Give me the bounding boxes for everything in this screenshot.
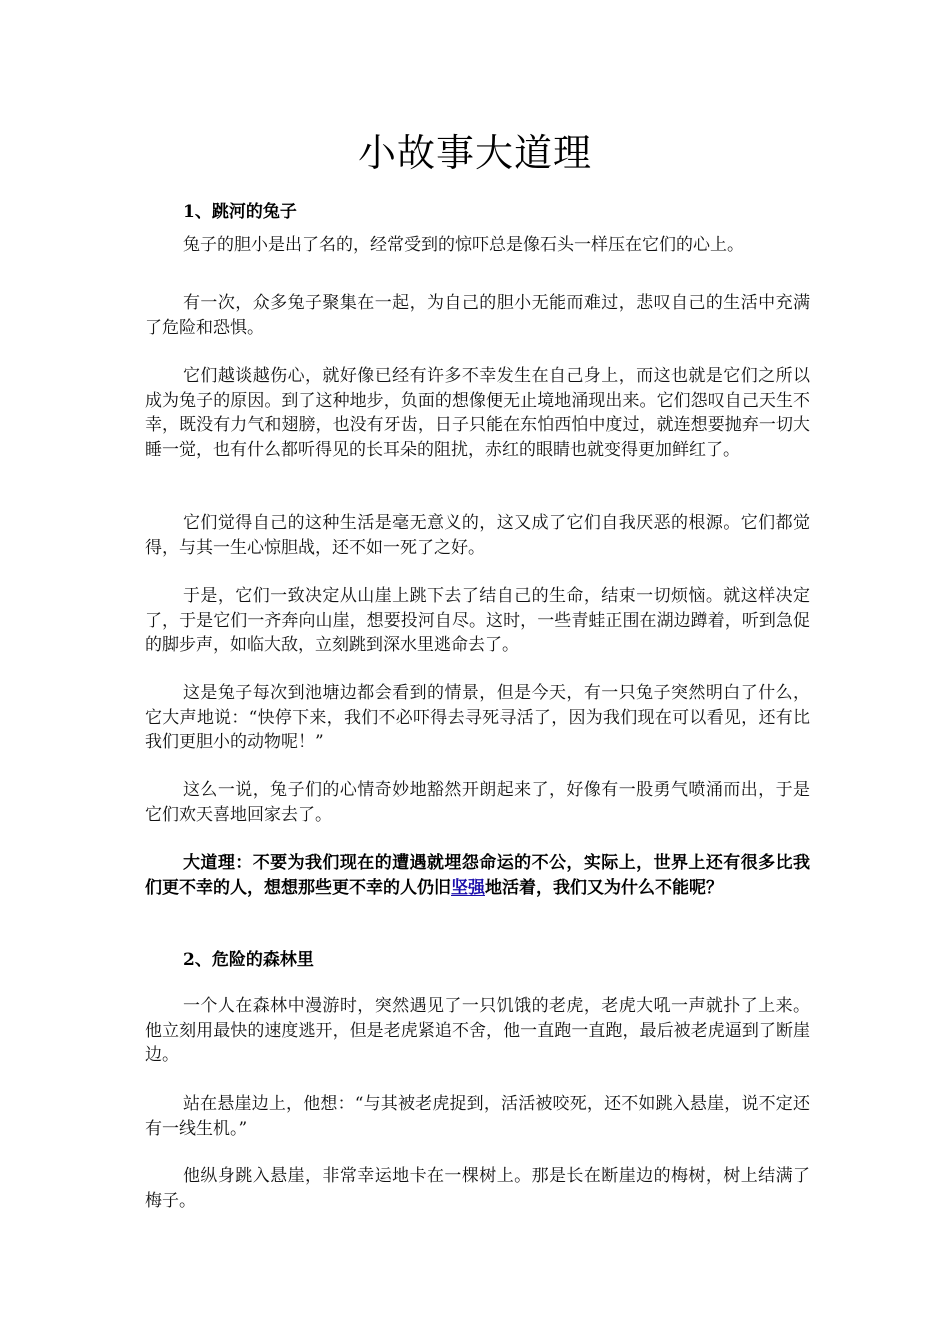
section-heading-1: 1、跳河的兔子 bbox=[183, 202, 297, 222]
moral-paragraph bbox=[145, 851, 810, 900]
paragraph: 它们越谈越伤心，就好像已经有许多不幸发生在自己身上，而这也就是它们之所以成为兔子的原因。到了这种地步，负面的想像便无止境地涌现出来。它们怨叹自己天生不幸，既没有力气和翅膀，也没有牙齿，日子只能在东怕西怕中度过，就连想要抛弃一切大睡一觉，也有什么都听得见的长耳朵的阻扰，赤红的眼睛也就变得更加鲜红了。 bbox=[145, 366, 810, 460]
paragraph: 站在悬崖边上，他想：“与其被老虎捉到，活活被咬死，还不如跳入悬崖，说不定还有一线生机。” bbox=[145, 1094, 810, 1139]
paragraph: 他纵身跳入悬崖，非常幸运地卡在一棵树上。那是长在断崖边的梅树，树上结满了梅子。 bbox=[145, 1166, 810, 1211]
paragraph: 这么一说，兔子们的心情奇妙地豁然开朗起来了，好像有一股勇气喷涌而出，于是它们欢天喜地回家去了。 bbox=[145, 780, 810, 825]
page-title: 小故事大道理 bbox=[357, 131, 592, 175]
paragraph: 这是兔子每次到池塘边都会看到的情景，但是今天，有一只兔子突然明白了什么，它大声地说：“快停下来，我们不必吓得去寻死寻活了，因为我们现在可以看见，还有比我们更胆小的动物呢！” bbox=[145, 683, 810, 752]
keyword-link[interactable]: 坚强 bbox=[451, 877, 485, 898]
paragraph: 有一次，众多兔子聚集在一起，为自己的胆小无能而难过，悲叹自己的生活中充满了危险和恐惧。 bbox=[145, 293, 810, 338]
moral-text: 大道理：不要为我们现在的遭遇就埋怨命运的不公，实际上，世界上还有很多比我们更不幸的人，想想那些更不幸的人仍旧 bbox=[145, 853, 810, 898]
paragraph: 它们觉得自己的这种生活是毫无意义的，这又成了它们自我厌恶的根源。它们都觉得，与其一生心惊胆战，还不如一死了之好。 bbox=[145, 513, 810, 558]
moral-text-end: 地活着，我们又为什么不能呢？ bbox=[485, 877, 723, 898]
paragraph: 一个人在森林中漫游时，突然遇见了一只饥饿的老虎，老虎大吼一声就扑了上来。他立刻用最快的速度逃开，但是老虎紧追不舍，他一直跑一直跑，最后被老虎逼到了断崖边。 bbox=[145, 996, 810, 1065]
paragraph: 于是，它们一致决定从山崖上跳下去了结自己的生命，结束一切烦恼。就这样决定了，于是它们一齐奔向山崖，想要投河自尽。这时，一些青蛙正围在湖边蹲着，听到急促的脚步声，如临大敌，立刻跳到深水里逃命去了。 bbox=[145, 586, 810, 655]
section-heading-2: 2、危险的森林里 bbox=[183, 950, 314, 970]
paragraph: 兔子的胆小是出了名的，经常受到的惊吓总是像石头一样压在它们的心上。 bbox=[183, 235, 744, 255]
